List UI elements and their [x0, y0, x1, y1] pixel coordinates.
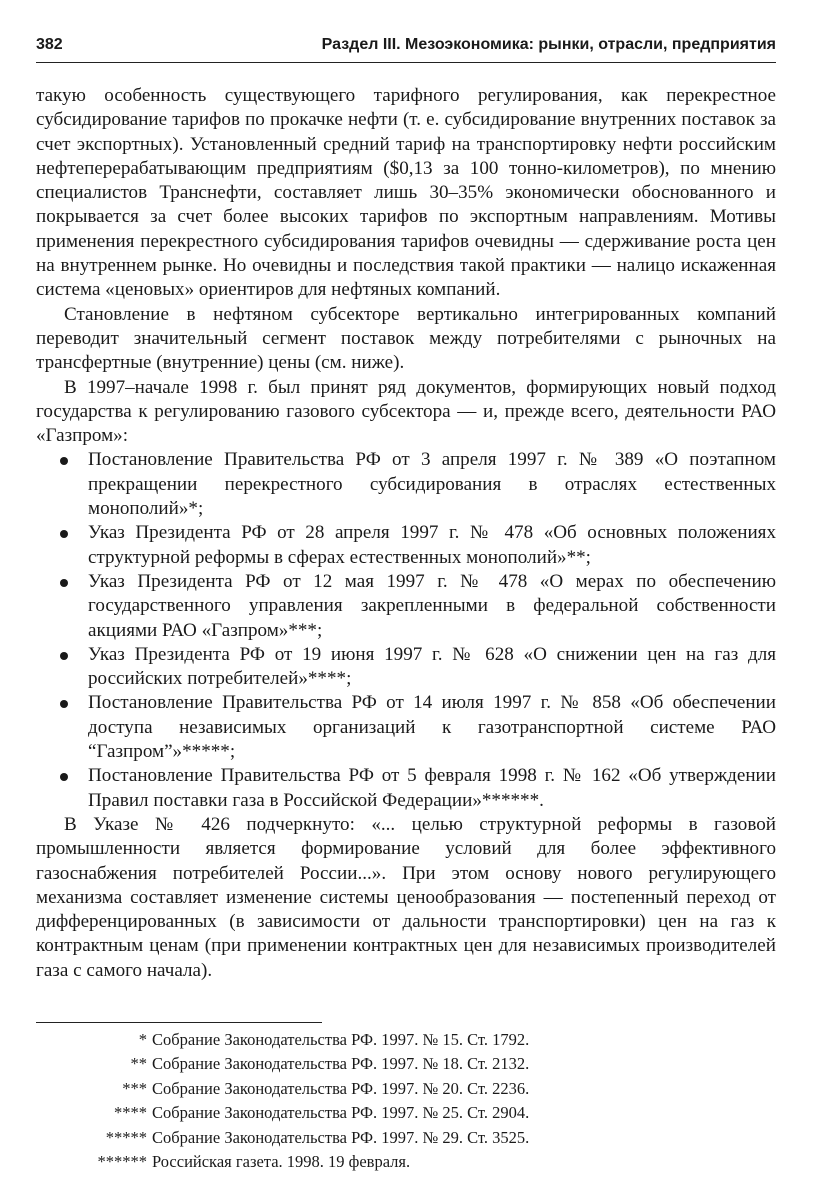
bullet-icon — [60, 773, 68, 781]
bullet-icon — [60, 530, 68, 538]
paragraph: такую особенность существующего тарифного регулирования, как перекрестное субсидирование тарифов по прокачке нефти (т. е. субсидирование внутренних поставок за счет экспортных). Установленный средний тариф на транспортировку нефти российским нефтеперерабатывающим предприятиям ($0,13 за 100 тонно-километров), по мнению специалистов Транснефти, составляет лишь 30–35% экономически обоснованного и покрывается за счет более высоких тарифов по экспортным направлениям. Мотивы применения перекрестного субсидирования тарифов очевидны — сдерживание роста цен на внутреннем рынке. Но очевидны и последствия такой практики — налицо искаженная система «ценовых» ориентиров для нефтяных компаний. — [36, 85, 776, 301]
list-item — [36, 643, 776, 692]
paragraph: В 1997–начале 1998 г. был принят ряд документов, формирующих новый подход государства к регулированию газового субсектора — и, прежде всего, деятельности РАО «Газпром»: — [36, 376, 776, 447]
list-item — [36, 570, 776, 643]
running-head: Раздел III. Мезоэкономика: рынки, отрасли, предприятия — [321, 36, 776, 53]
footnote-mark: **** — [114, 1103, 147, 1123]
footnote-text: Собрание Законодательства РФ. 1997. № 25. Ст. 2904. — [152, 1103, 530, 1123]
main-text — [36, 84, 776, 983]
footnote-mark: ****** — [97, 1151, 147, 1171]
footnote — [36, 1052, 776, 1076]
footnote — [36, 1077, 776, 1101]
bullet-icon — [60, 700, 68, 708]
footnote-mark: ** — [130, 1054, 147, 1074]
list-item-text: Указ Президента РФ от 19 июня 1997 г. № 628 «О снижении цен на газ для российских потребителей»****; — [88, 643, 776, 690]
list-item-text: Указ Президента РФ от 28 апреля 1997 г. № 478 «Об основных положениях структурной реформы в сферах естественных монополий»**; — [88, 522, 776, 568]
list-item — [36, 448, 776, 521]
list-item — [36, 521, 776, 570]
footnote — [36, 1028, 776, 1052]
bullet-icon — [60, 457, 68, 465]
paragraph: Становление в нефтяном субсекторе вертикально интегрированных компаний переводит значительный сегмент поставок между потребителями с рыночных на трансфертные (внутренние) цены (см. ниже). — [36, 303, 776, 374]
page-number: 382 — [36, 36, 63, 53]
paragraph: В Указе № 426 подчеркнуто: «... целью структурной реформы в газовой промышленности является формирование условий для более эффективного газоснабжения потребителей России...». При этом основу нового регулирующего механизма составляет изменение системы ценообразования — постепенный переход от дифференцированных (в зависимости от дальности транспортировки) цен на газ к контрактным ценам (при применении контрактных цен для независимых производителей газа с самого начала). — [36, 813, 776, 981]
list-item — [36, 691, 776, 764]
footnote-mark: *** — [122, 1078, 147, 1098]
footnote-text: Российская газета. 1998. 19 февраля. — [152, 1151, 411, 1171]
footnote-text: Собрание Законодательства РФ. 1997. № 29. Ст. 3525. — [152, 1127, 530, 1147]
footnote — [36, 1101, 776, 1125]
footnote-text: Собрание Законодательства РФ. 1997. № 18. Ст. 2132. — [152, 1054, 530, 1074]
list-item — [36, 764, 776, 813]
list-item-text: Постановление Правительства РФ от 5 февраля 1998 г. № 162 «Об утверждении Правил поставки газа в Российской Федерации»******. — [88, 765, 776, 811]
list-item-text: Указ Президента РФ от 12 мая 1997 г. № 478 «О мерах по обеспечению государственного управления закрепленными в федеральной собственности акциями РАО «Газпром»***; — [88, 570, 776, 641]
footnotes — [36, 1028, 776, 1174]
footnote-divider — [36, 1022, 322, 1023]
list-item-text: Постановление Правительства РФ от 3 апреля 1997 г. № 389 «О поэтапном прекращении перекрестного субсидирования в отраслях естественных монополий»*; — [88, 449, 776, 520]
list-item-text: Постановление Правительства РФ от 14 июля 1997 г. № 858 «Об обеспечении доступа независимых организаций к газотранспортной системе РАО “Газпром”»*****; — [88, 692, 776, 763]
footnote-mark: * — [138, 1030, 147, 1049]
footnote-mark: ***** — [105, 1127, 147, 1147]
page-header — [36, 36, 776, 63]
bullet-icon — [60, 579, 68, 587]
footnote-text: Собрание Законодательства РФ. 1997. № 20. Ст. 2236. — [152, 1078, 530, 1098]
bullet-icon — [60, 652, 68, 660]
documents-list — [36, 448, 776, 812]
footnote — [36, 1150, 776, 1174]
footnote — [36, 1126, 776, 1150]
footnote-text: Собрание Законодательства РФ. 1997. № 15. Ст. 1792. — [152, 1030, 530, 1049]
